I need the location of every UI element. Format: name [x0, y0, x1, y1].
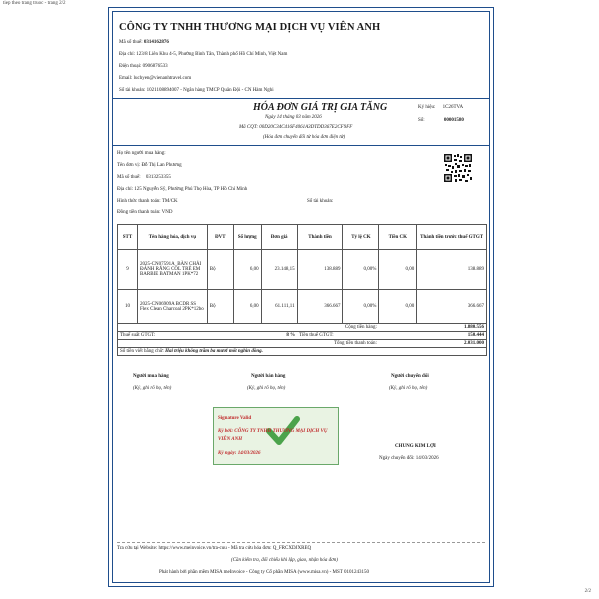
page-number: 2/2: [584, 589, 591, 594]
column-header: ĐVT: [207, 225, 233, 250]
invoice-sheet: [108, 7, 494, 587]
buyer-address: Địa chỉ: 125 Nguyễn Sỹ, Phường Phú Thọ Hòa, TP Hồ Chí Minh: [117, 187, 248, 192]
column-header: Tên hàng hóa, dịch vụ: [137, 225, 207, 250]
buyer-currency: Đồng tiền thanh toán: VND: [117, 210, 173, 215]
buyer-account: Số tài khoản:: [307, 199, 334, 204]
invoice-title: HÓA ĐƠN GIÁ TRỊ GIA TĂNG: [253, 102, 388, 113]
lookup-line: Tra cứu tại Website: https://www.meinvoice.vn/tra-cuu - Mã tra cứu hóa đơn: Q_FRCXDJXREQ: [117, 546, 312, 551]
buyer-payment-method: Hình thức thanh toán: TM/CK: [117, 199, 178, 204]
cell-name: 2025-CN06909A BCDR SS Flex Clean Charcoal 2PK*12bo: [137, 290, 207, 324]
column-header: Số lượng: [233, 225, 261, 250]
column-header: Thành tiền: [297, 225, 343, 250]
total-value: 2.031.000: [379, 340, 487, 348]
cell-ck-rate: 0,00%: [343, 250, 379, 290]
cell-amount: 366.667: [297, 290, 343, 324]
subtotal-label: Cộng tiền hàng:: [118, 324, 379, 332]
cell-qty: 6,00: [233, 250, 261, 290]
subtotal-row: [118, 324, 487, 332]
check-note: (Cần kiểm tra, đối chiếu khi lập, giao, nhận hóa đơn): [231, 558, 338, 563]
amount-in-words: [118, 348, 487, 356]
cell-price: 23.148,15: [261, 250, 297, 290]
seller-signature-note: (Ký, ghi rõ họ, tên): [247, 386, 286, 391]
divider: [113, 98, 489, 99]
cell-amount: 138.889: [297, 250, 343, 290]
cell-ck-rate: 0,00%: [343, 290, 379, 324]
amount-in-words-row: [118, 348, 487, 356]
seller-signature-title: Người bán hàng: [251, 374, 286, 379]
cell-ck: 0,00: [379, 250, 417, 290]
vat-amount-value: 150.444: [379, 332, 487, 340]
invoice-cqt-code: Mã CQT: 00D20C34C416F4061A3DTDD367E2CF9FF: [239, 125, 353, 130]
cell-ck: 0,00: [379, 290, 417, 324]
symbol-label: Ký hiệu:: [418, 105, 436, 110]
signature-date: Ký ngày: 14/03/2026: [218, 451, 261, 456]
converter-date: Ngày chuyển đổi: 14/03/2026: [379, 456, 439, 461]
cell-stt: 9: [118, 250, 138, 290]
divider: [113, 145, 489, 146]
seller-tax-code: 0314162876: [143, 40, 169, 45]
cell-pretax: 138.889: [417, 250, 487, 290]
buyer-name-label: Họ tên người mua hàng:: [117, 151, 166, 156]
buyer-unit: Tên đơn vị: Đỗ Thị Lan Phương: [117, 163, 182, 168]
seller-tax-label: Mã số thuế:: [119, 40, 143, 45]
column-header: Tiền CK: [379, 225, 417, 250]
amount-in-words-label: Số tiền viết bằng chữ:: [120, 349, 164, 354]
seller-address: Địa chỉ: 123/8 Liên Khu 4-5, Phường Bình Tân, Thành phố Hồ Chí Minh, Việt Nam: [119, 52, 288, 57]
table-header-row: [118, 225, 487, 250]
converter-name: CHUNG KIM LỢI: [395, 444, 436, 449]
signature-signed-by: Ký bởi: CÔNG TY TNHH THƯƠNG MẠI DỊCH VỤ VIÊN ANH: [218, 429, 328, 442]
seller-tax-row: [119, 40, 169, 45]
seller-phone: Điện thoại: 0906876533: [119, 64, 168, 69]
column-header: Tỷ lệ CK: [343, 225, 379, 250]
vat-amount-label: Tiền thuế GTGT:: [297, 332, 379, 340]
cell-stt: 10: [118, 290, 138, 324]
buyer-signature-note: (Ký, ghi rõ họ, tên): [133, 386, 172, 391]
invoice-conversion-note: (Hóa đơn chuyển đổi từ hóa đơn điện tử): [263, 135, 346, 140]
table-row: [118, 250, 487, 290]
signature-valid-text: Signature Valid: [218, 416, 252, 421]
converter-signature-title: Người chuyển đổi: [391, 374, 429, 379]
number-value: 00001580: [443, 118, 464, 123]
buyer-tax-code: 0313253355: [145, 175, 171, 180]
subtotal-value: 1.880.556: [379, 324, 487, 332]
number-label: Số:: [418, 118, 425, 123]
cell-pretax: 366.667: [417, 290, 487, 324]
vat-row: [118, 332, 487, 340]
vat-rate-label: Thuế suất GTGT:: [118, 332, 262, 340]
table-row: [118, 290, 487, 324]
qr-code-icon: [443, 153, 473, 183]
cell-unit: Bộ: [207, 250, 233, 290]
cell-qty: 6,00: [233, 290, 261, 324]
cell-unit: Bộ: [207, 290, 233, 324]
invoice-inner-border: [112, 11, 490, 583]
seller-email: Email: luchyen@vienanhtravel.com: [119, 76, 192, 81]
issuer-line: Phát hành bởi phần mềm MISA meInvoice - Công ty Cổ phần MISA (www.misa.vn) - MST 0101243150: [159, 570, 369, 575]
seller-company-name: CÔNG TY TNHH THƯƠNG MẠI DỊCH VỤ VIÊN ANH: [119, 22, 381, 33]
invoice-items-table: [117, 224, 487, 356]
invoice-number-row: [418, 118, 464, 123]
total-label: Tổng tiền thanh toán:: [118, 340, 379, 348]
invoice-symbol-row: [418, 105, 463, 110]
column-header: Thành tiền trước thuế GTGT: [417, 225, 487, 250]
cell-price: 61.111,11: [261, 290, 297, 324]
total-row: [118, 340, 487, 348]
page-header-note: tiep theo trang truoc - trang 2/2: [3, 1, 66, 6]
column-header: Đơn giá: [261, 225, 297, 250]
invoice-date: Ngày 14 tháng 03 năm 2026: [265, 115, 322, 120]
buyer-tax-label: Mã số thuế:: [117, 175, 141, 180]
symbol-value: 1C26TVA: [442, 105, 464, 110]
footer-divider: [117, 542, 485, 543]
seller-account: Số tài khoản: 1021108894007 - Ngân hàng TMCP Quân Đội - CN Hàm Nghi: [119, 88, 274, 93]
amount-in-words-value: Hai triệu không trăm ba mươi mốt nghìn đồng.: [165, 349, 263, 354]
column-header: STT: [118, 225, 138, 250]
digital-signature-stamp: [213, 407, 339, 465]
buyer-signature-title: Người mua hàng: [133, 374, 169, 379]
buyer-tax-row: [117, 175, 171, 180]
vat-rate-value: 8 %: [261, 332, 297, 340]
converter-signature-note: (Ký, ghi rõ họ, tên): [389, 386, 428, 391]
cell-name: 2025-CN07591A_BÀN CHẢI ĐÁNH RĂNG COL TRẺ EM BARBIE BATMAN 1PK*72: [137, 250, 207, 290]
